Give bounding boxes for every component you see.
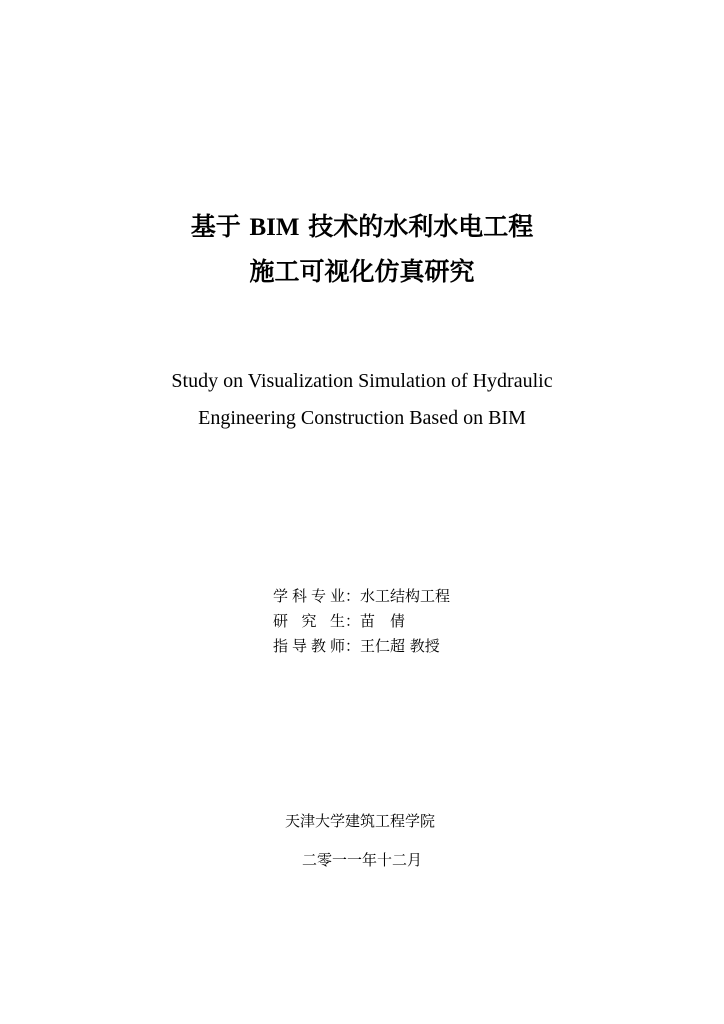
english-title-line-2: Engineering Construction Based on BIM (198, 407, 526, 429)
chinese-title-line-1 (0, 212, 724, 243)
student-colon: ： (345, 612, 361, 630)
advisor-row (273, 634, 450, 659)
major-colon: ： (345, 587, 361, 605)
major-row (273, 584, 450, 609)
major-value: 水工结构工程 (360, 587, 451, 605)
chinese-title-prefix: 基于 (190, 212, 250, 241)
advisor-colon: ： (345, 637, 361, 655)
student-label: 研究生 (273, 612, 345, 630)
student-value: 苗 倩 (360, 612, 406, 630)
chinese-title-suffix: 技术的水利水电工程 (299, 212, 534, 241)
major-label: 学科专业 (273, 587, 345, 605)
submission-date: 二零一一年十二月 (301, 851, 422, 869)
advisor-value: 王仁超 教授 (360, 637, 440, 655)
english-title-line-1: Study on Visualization Simulation of Hydraulic (171, 370, 553, 392)
chinese-title-latin: BIM (249, 214, 300, 241)
student-row (273, 609, 450, 634)
chinese-title-line-2: 施工可视化仿真研究 (249, 257, 475, 286)
institution-name: 天津大学建筑工程学院 (284, 812, 435, 830)
author-info-block (273, 584, 450, 659)
advisor-label: 指导教师 (273, 637, 345, 655)
